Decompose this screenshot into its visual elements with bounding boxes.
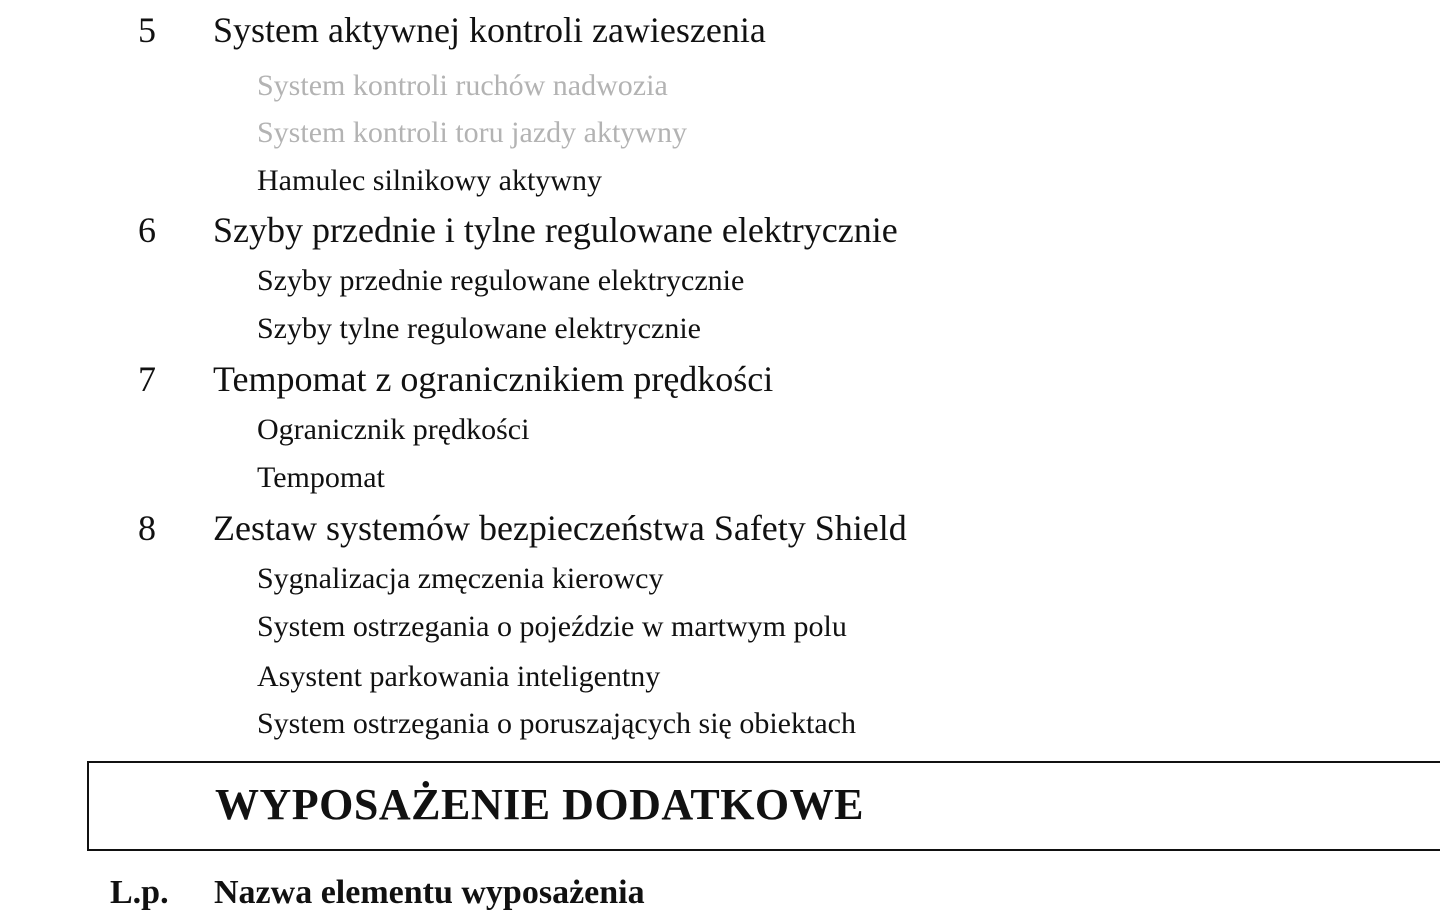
group-8-item-4: System ostrzegania o poruszających się obiektach xyxy=(257,707,856,740)
group-7-title: Tempomat z ogranicznikiem prędkości xyxy=(213,359,774,399)
group-7-item-2: Tempomat xyxy=(257,461,385,494)
group-8-item-2: System ostrzegania o pojeździe w martwym polu xyxy=(257,610,847,643)
group-6-item-2: Szyby tylne regulowane elektrycznie xyxy=(257,312,701,345)
group-8-item-3: Asystent parkowania inteligentny xyxy=(257,660,661,693)
group-5-item-2: System kontroli toru jazdy aktywny xyxy=(257,116,687,149)
group-5-item-3: Hamulec silnikowy aktywny xyxy=(257,164,602,197)
group-8-title: Zestaw systemów bezpieczeństwa Safety Shield xyxy=(213,508,907,548)
group-7-item-1: Ogranicznik prędkości xyxy=(257,413,530,446)
section-title: WYPOSAŻENIE DODATKOWE xyxy=(215,780,864,829)
group-6-item-1: Szyby przednie regulowane elektrycznie xyxy=(257,264,745,297)
group-7-number: 7 xyxy=(138,359,156,399)
group-8-number: 8 xyxy=(138,508,156,548)
group-5-item-1: System kontroli ruchów nadwozia xyxy=(257,69,668,102)
group-8-item-1: Sygnalizacja zmęczenia kierowcy xyxy=(257,562,664,595)
group-6-number: 6 xyxy=(138,210,156,250)
group-6-title: Szyby przednie i tylne regulowane elektrycznie xyxy=(213,210,898,250)
group-5-number: 5 xyxy=(138,10,156,50)
column-header-lp: L.p. xyxy=(110,874,169,911)
group-5-title: System aktywnej kontroli zawieszenia xyxy=(213,10,766,50)
section-header-box xyxy=(87,761,1440,851)
column-header-name: Nazwa elementu wyposażenia xyxy=(214,874,645,911)
